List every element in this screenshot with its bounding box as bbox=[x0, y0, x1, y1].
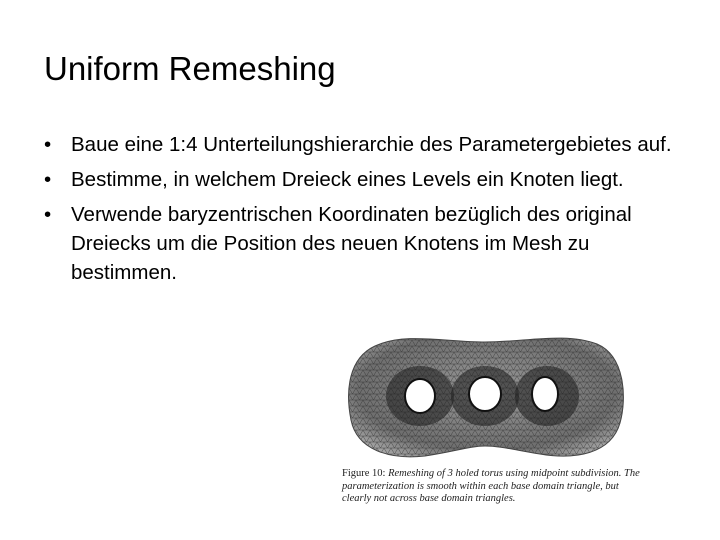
slide-title: Uniform Remeshing bbox=[44, 50, 336, 87]
bullet-text: Verwende baryzentrischen Koordinaten bezüglich des original Dreiecks um die Position des neuen Knotens im Mesh zu bestimmen. bbox=[71, 203, 632, 284]
bullet-text: Bestimme, in welchem Dreieck eines Levels ein Knoten liegt. bbox=[71, 168, 624, 191]
bullet-dot: • bbox=[44, 203, 52, 226]
bullet-item bbox=[44, 200, 684, 287]
bullet-item bbox=[44, 165, 684, 194]
figure-caption bbox=[342, 468, 642, 506]
torus-mesh-image bbox=[335, 328, 640, 468]
torus-hole-right bbox=[532, 377, 558, 411]
torus-hole-middle bbox=[469, 377, 501, 411]
bullet-dot: • bbox=[44, 133, 52, 156]
bullet-dot: • bbox=[44, 168, 52, 191]
caption-label: Figure 10: bbox=[342, 468, 386, 479]
caption-text: Remeshing of 3 holed torus using midpoint subdivision. The parameterization is smooth within each base domain triangle, but clearly not across base domain triangles. bbox=[342, 468, 640, 504]
torus-hole-left bbox=[405, 379, 435, 413]
bullet-item bbox=[44, 130, 684, 159]
bullet-text: Baue eine 1:4 Unterteilungshierarchie des Parametergebietes auf. bbox=[71, 133, 672, 156]
bullet-list bbox=[44, 130, 684, 293]
